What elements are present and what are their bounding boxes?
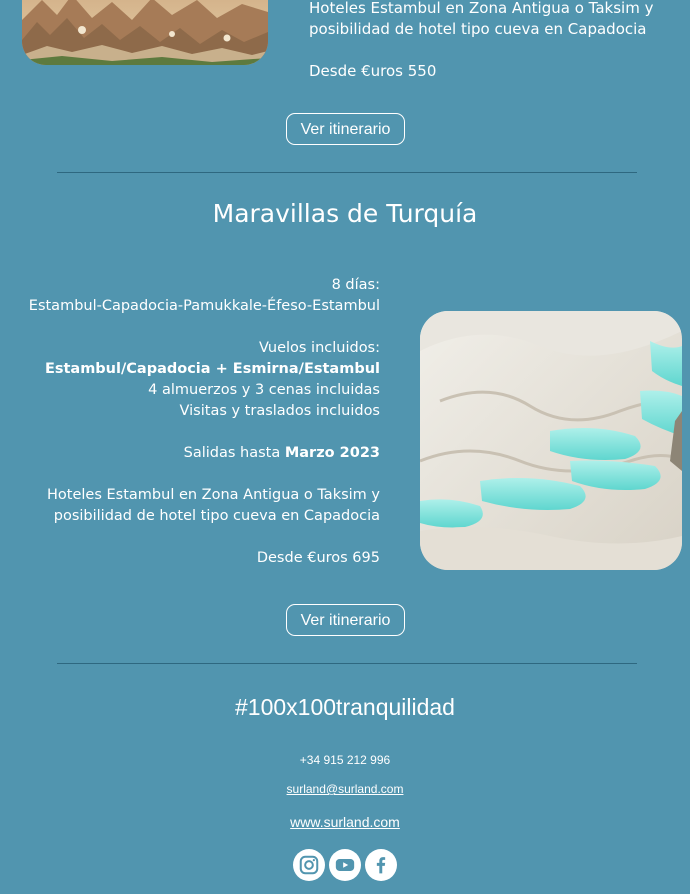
offer-meals: 4 almuerzos y 3 cenas incluidas xyxy=(148,382,380,398)
phone-number: +34 915 212 996 xyxy=(299,753,391,767)
social-links xyxy=(0,849,690,881)
divider-1 xyxy=(57,172,637,173)
offer-days: 8 días: xyxy=(331,277,380,293)
offer-flights-label: Vuelos incluidos: xyxy=(258,340,380,356)
cappadocia-photo xyxy=(22,0,268,65)
top-offer-details xyxy=(309,0,679,82)
divider-2 xyxy=(57,663,637,664)
offer-route: Estambul-Capadocia-Pamukkale-Éfeso-Estambul xyxy=(28,298,380,314)
offer-hotels-line-2: posibilidad de hotel tipo cueva en Capadocia xyxy=(53,508,380,524)
top-hotels-line-2: posibilidad de hotel tipo cueva en Capadocia xyxy=(309,20,647,38)
offer-details xyxy=(20,275,380,569)
hashtag: #100x100tranquilidad xyxy=(235,694,455,720)
offer-visits: Visitas y traslados incluidos xyxy=(179,403,380,419)
offer-title: Maravillas de Turquía xyxy=(212,199,478,228)
offer-departures: Salidas hasta Marzo 2023 xyxy=(183,445,380,461)
website-link[interactable]: www.surland.com xyxy=(290,814,400,830)
offer-departures-date: Marzo 2023 xyxy=(284,445,380,461)
facebook-icon[interactable] xyxy=(365,849,397,881)
view-itinerary-button[interactable]: Ver itinerario xyxy=(286,604,405,636)
offer-price: Desde €uros 695 xyxy=(256,550,380,566)
email-link[interactable]: surland@surland.com xyxy=(286,782,404,796)
pamukkale-photo xyxy=(420,311,682,570)
website-line xyxy=(0,813,690,831)
top-price: Desde €uros 550 xyxy=(309,62,437,80)
offer-flights-route: Estambul/Capadocia + Esmirna/Estambul xyxy=(44,361,380,377)
youtube-icon[interactable] xyxy=(329,849,361,881)
email-line xyxy=(0,781,690,797)
instagram-icon[interactable] xyxy=(293,849,325,881)
top-hotels-line-1: Hoteles Estambul en Zona Antigua o Taksim y xyxy=(309,0,654,17)
view-itinerary-button-top[interactable]: Ver itinerario xyxy=(286,113,405,145)
offer-hotels-line-1: Hoteles Estambul en Zona Antigua o Taksim y xyxy=(47,487,380,503)
